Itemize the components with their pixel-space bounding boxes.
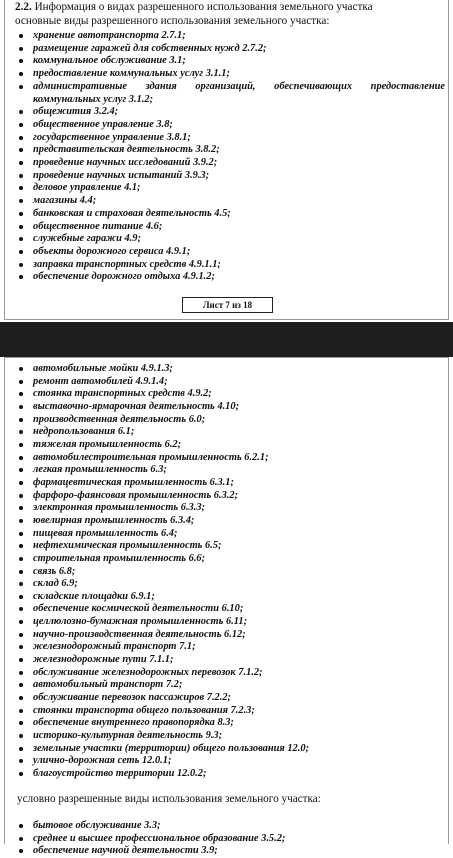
list-item-text: ювелирная промышленность 6.3.4;: [33, 514, 195, 526]
list-item-text: проведение научных исследований 3.9.2;: [33, 157, 218, 169]
list-item: [18, 43, 445, 56]
list-item-text: фарфоро-фаянсовая промышленность 6.3.2;: [33, 489, 239, 501]
list-item: [18, 414, 445, 427]
list-item: [18, 439, 445, 452]
list-item: [18, 502, 445, 515]
list-item: [18, 195, 445, 208]
list-item-text: фармацевтическая промышленность 6.3.1;: [33, 476, 234, 488]
bullet-icon: [19, 136, 23, 140]
list-item-text: производственная деятельность 6.0;: [33, 413, 206, 425]
list-item: [18, 144, 445, 157]
list-item-text: железнодорожные пути 7.1.1;: [33, 654, 174, 666]
bullet-icon: [19, 671, 23, 675]
list-item: [18, 182, 445, 195]
bullet-icon: [19, 824, 23, 828]
list-item: [18, 271, 445, 284]
list-item: [18, 81, 445, 106]
list-item-text: коммунальное обслуживание 3.1;: [33, 55, 186, 67]
list-item-text: стоянки транспорта общего пользования 7.2.3;: [33, 704, 255, 716]
bullet-icon: [19, 633, 23, 637]
list-item-text: историко-культурная деятельность 9.3;: [33, 730, 223, 742]
bullet-icon: [19, 506, 23, 510]
main-uses-intro: основные виды разрешенного использования земельного участка:: [15, 15, 330, 27]
list-item-text: складские площадки 6.9.1;: [33, 590, 155, 602]
bullet-icon: [19, 620, 23, 624]
list-item-text: бытовое обслуживание 3.3;: [33, 820, 161, 831]
conditional-uses-list: [18, 820, 445, 858]
bullet-icon: [19, 405, 23, 409]
list-item: [18, 170, 445, 183]
list-item: [18, 553, 445, 566]
bullet-icon: [19, 709, 23, 713]
list-item: [18, 540, 445, 553]
document-page-bottom: [0, 357, 453, 857]
bullet-icon: [19, 456, 23, 460]
list-item-text: заправка транспортных средств 4.9.1.1;: [33, 258, 221, 270]
list-item-text: автомобильные мойки 4.9.1.3;: [33, 363, 173, 374]
list-item: [18, 490, 445, 503]
main-uses-list: [18, 30, 445, 284]
list-item-text: деловое управление 4.1;: [33, 182, 141, 194]
bullet-icon: [19, 148, 23, 152]
list-item-text: легкая промышленность 6.3;: [33, 464, 167, 476]
list-item-text: земельные участки (территории) общего пользования 12.0;: [33, 742, 309, 754]
list-item-text: общественное питание 4.6;: [33, 220, 163, 232]
list-item: [18, 845, 445, 858]
list-item-text: государственное управление 3.8.1;: [33, 131, 191, 143]
list-item: [18, 755, 445, 768]
bullet-icon: [19, 696, 23, 700]
bullet-icon: [19, 747, 23, 751]
list-item: [18, 55, 445, 68]
bullet-icon: [19, 174, 23, 178]
bullet-icon: [19, 519, 23, 523]
bullet-icon: [19, 59, 23, 63]
bullet-icon: [19, 161, 23, 165]
list-item-text: недропользования 6.1;: [33, 426, 135, 438]
list-item: [18, 246, 445, 259]
list-item-text: стоянка транспортных средств 4.9.2;: [33, 388, 212, 400]
list-item-text: пищевая промышленность 6.4;: [33, 527, 178, 539]
list-item-text: автомобилестроительная промышленность 6.2.1;: [33, 451, 269, 463]
list-item-text: научно-производственная деятельность 6.12;: [33, 628, 246, 640]
bullet-icon: [19, 186, 23, 190]
list-item-text: представительская деятельность 3.8.2;: [33, 144, 220, 156]
bullet-icon: [19, 123, 23, 127]
list-item-text: среднее и высшее профессиональное образование 3.5.2;: [33, 832, 286, 844]
main-uses-list-continued: [18, 363, 445, 781]
list-item-text: связь 6.8;: [33, 565, 76, 577]
list-item: [18, 208, 445, 221]
list-item: [18, 743, 445, 756]
bullet-icon: [19, 494, 23, 498]
section-heading: [15, 1, 373, 13]
bullet-icon: [19, 683, 23, 687]
list-item: [18, 464, 445, 477]
bullet-icon: [19, 225, 23, 229]
list-item-text: обеспечение космической деятельности 6.10;: [33, 603, 244, 615]
bullet-icon: [19, 544, 23, 548]
list-item: [18, 578, 445, 591]
list-item-text: железнодорожный транспорт 7.1;: [33, 641, 196, 653]
list-item: [18, 388, 445, 401]
list-item-text: служебные гаражи 4.9;: [33, 233, 141, 245]
list-item: [18, 119, 445, 132]
bullet-icon: [19, 759, 23, 763]
bullet-icon: [19, 721, 23, 725]
list-item: [18, 363, 445, 376]
list-item: [18, 68, 445, 81]
list-item-text: административные здания организаций, обеспечивающих предоставление коммунальных услуг 3.1.2;: [33, 80, 445, 105]
list-item-text: обеспечение внутреннего правопорядка 8.3;: [33, 717, 234, 729]
page-separator: [0, 322, 453, 357]
list-item-text: целлюлозно-бумажная промышленность 6.11;: [33, 616, 248, 628]
bullet-icon: [19, 237, 23, 241]
list-item: [18, 833, 445, 846]
list-item: [18, 679, 445, 692]
bullet-icon: [19, 607, 23, 611]
bullet-icon: [19, 582, 23, 586]
bullet-icon: [19, 532, 23, 536]
list-item-text: нефтехимическая промышленность 6.5;: [33, 540, 222, 552]
list-item-text: магазины 4.4;: [33, 195, 97, 207]
bullet-icon: [19, 595, 23, 599]
bullet-icon: [19, 418, 23, 422]
bullet-icon: [19, 772, 23, 776]
bullet-icon: [19, 72, 23, 76]
section-number: 2.2.: [15, 1, 32, 13]
bullet-icon: [19, 658, 23, 662]
bullet-icon: [19, 85, 23, 89]
bullet-icon: [19, 380, 23, 384]
list-item-text: склад 6.9;: [33, 578, 78, 590]
bullet-icon: [19, 734, 23, 738]
list-item: [18, 667, 445, 680]
list-item-text: предоставление коммунальных услуг 3.1.1;: [33, 68, 230, 80]
list-item-text: обслуживание железнодорожных перевозок 7.1.2;: [33, 666, 263, 678]
list-item-text: строительная промышленность 6.6;: [33, 552, 206, 564]
list-item-text: улично-дорожная сеть 12.0.1;: [33, 755, 172, 767]
list-item: [18, 233, 445, 246]
section-title: Информация о видах разрешенного использования земельного участка: [34, 1, 373, 13]
list-item: [18, 106, 445, 119]
list-item: [18, 30, 445, 43]
list-item-text: тяжелая промышленность 6.2;: [33, 438, 182, 450]
list-item-text: выставочно-ярмарочная деятельность 4.10;: [33, 400, 240, 412]
list-item-text: общественное управление 3.8;: [33, 118, 173, 130]
list-item: [18, 717, 445, 730]
bullet-icon: [19, 212, 23, 216]
list-item-text: ремонт автомобилей 4.9.1.4;: [33, 375, 168, 387]
list-item: [18, 730, 445, 743]
list-item-text: автомобильный транспорт 7.2;: [33, 679, 183, 691]
bullet-icon: [19, 837, 23, 841]
bullet-icon: [19, 110, 23, 114]
document-page-top: [0, 0, 453, 320]
list-item: [18, 157, 445, 170]
list-item: [18, 641, 445, 654]
bullet-icon: [19, 47, 23, 51]
list-item-text: хранение автотранспорта 2.7.1;: [33, 30, 186, 41]
bullet-icon: [19, 570, 23, 574]
bullet-icon: [19, 645, 23, 649]
bullet-icon: [19, 199, 23, 203]
list-item: [18, 603, 445, 616]
bullet-icon: [19, 557, 23, 561]
list-item-text: размещение гаражей для собственных нужд 2.7.2;: [33, 42, 267, 54]
bullet-icon: [19, 849, 23, 853]
conditional-uses-intro: условно разрешенные виды использования земельного участка:: [17, 793, 321, 805]
bullet-icon: [19, 430, 23, 434]
sheet-number-box: Лист 7 из 18: [182, 297, 273, 313]
list-item: [18, 426, 445, 439]
list-item: [18, 705, 445, 718]
list-item-text: общежития 3.2.4;: [33, 106, 119, 118]
bullet-icon: [19, 443, 23, 447]
list-item-text: электронная промышленность 6.3.3;: [33, 502, 205, 514]
list-item: [18, 515, 445, 528]
list-item: [18, 259, 445, 272]
list-item-text: обеспечение дорожного отдыха 4.9.1.2;: [33, 271, 215, 283]
list-item: [18, 221, 445, 234]
bullet-icon: [19, 468, 23, 472]
bullet-icon: [19, 34, 23, 38]
list-item-text: банковская и страховая деятельность 4.5;: [33, 207, 231, 219]
list-item-text: обеспечение научной деятельности 3.9;: [33, 845, 218, 857]
list-item: [18, 528, 445, 541]
list-item: [18, 566, 445, 579]
list-item-text: благоустройство территории 12.0.2;: [33, 768, 207, 779]
list-item: [18, 692, 445, 705]
list-item: [18, 452, 445, 465]
bullet-icon: [19, 481, 23, 485]
list-item-text: проведение научных испытаний 3.9.3;: [33, 169, 210, 181]
list-item: [18, 376, 445, 389]
list-item: [18, 477, 445, 490]
list-item-text: обслуживание перевозок пассажиров 7.2.2;: [33, 692, 232, 704]
list-item: [18, 768, 445, 781]
bullet-icon: [19, 367, 23, 371]
bullet-icon: [19, 275, 23, 279]
list-item: [18, 654, 445, 667]
bullet-icon: [19, 263, 23, 267]
list-item: [18, 132, 445, 145]
list-item: [18, 401, 445, 414]
list-item: [18, 591, 445, 604]
list-item: [18, 616, 445, 629]
list-item: [18, 820, 445, 833]
bullet-icon: [19, 392, 23, 396]
list-item: [18, 629, 445, 642]
bullet-icon: [19, 250, 23, 254]
list-item-text: объекты дорожного сервиса 4.9.1;: [33, 245, 191, 257]
